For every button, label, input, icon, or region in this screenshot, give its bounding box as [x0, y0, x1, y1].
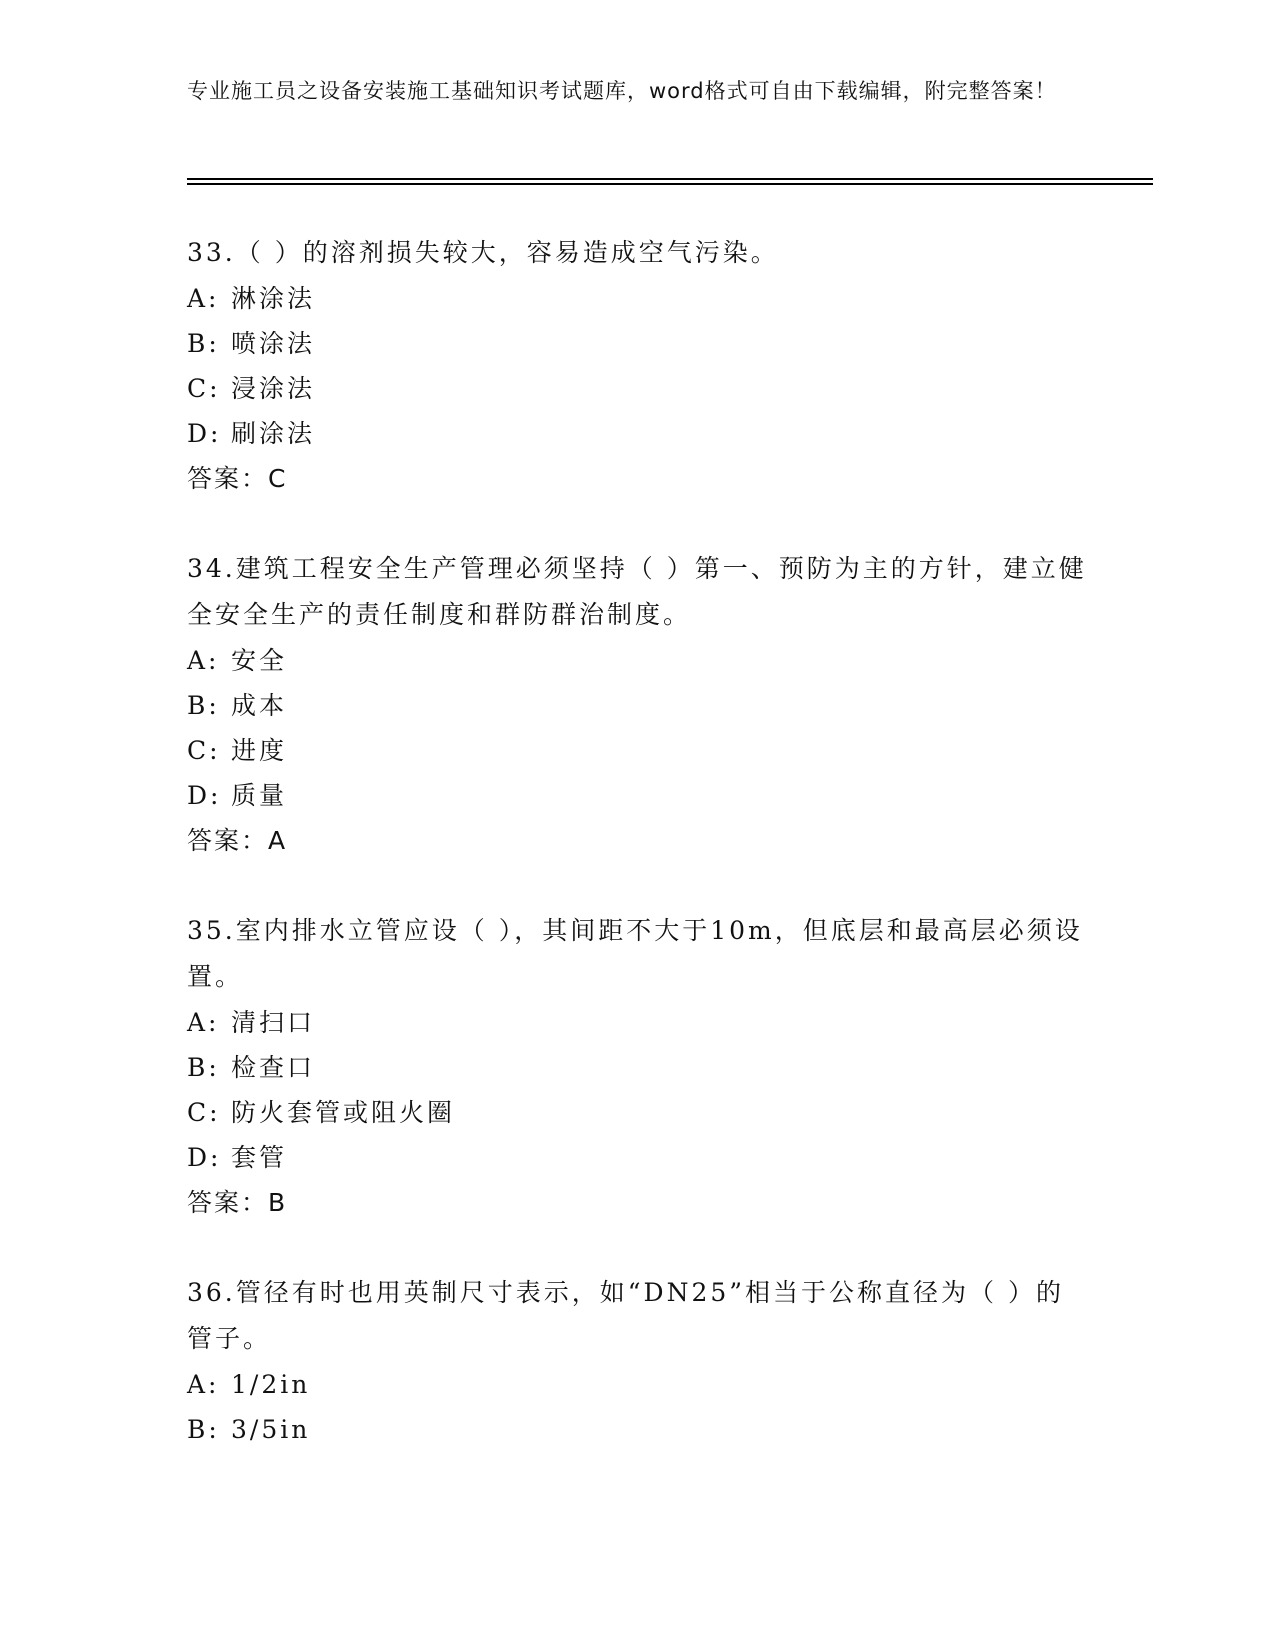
option-text: 3/5in — [231, 1415, 311, 1444]
option-letter: C: — [187, 374, 221, 403]
option-text: 1/2in — [231, 1370, 311, 1399]
question-34 — [187, 546, 1087, 864]
option-c — [187, 728, 1087, 773]
header-rule-bottom — [187, 183, 1153, 185]
option-letter: A: — [187, 1370, 220, 1399]
question-36 — [187, 1270, 1087, 1452]
question-33 — [187, 230, 1087, 502]
option-letter: C: — [187, 1098, 221, 1127]
option-a — [187, 1362, 1087, 1407]
option-b — [187, 1407, 1087, 1452]
option-letter: C: — [187, 736, 221, 765]
option-c — [187, 1090, 1087, 1135]
option-letter: D: — [187, 1143, 222, 1172]
option-text: 刷涂法 — [231, 419, 316, 448]
option-letter: B: — [187, 691, 220, 720]
option-text: 进度 — [231, 736, 288, 765]
question-stem: 36.管径有时也用英制尺寸表示，如“DN25”相当于公称直径为（ ）的管子。 — [187, 1278, 1064, 1353]
option-letter: A: — [187, 284, 220, 313]
document-header: 专业施工员之设备安装施工基础知识考试题库，word格式可自由下载编辑，附完整答案！ — [187, 79, 1057, 103]
option-text: 质量 — [231, 781, 288, 810]
answer-line: 答案：B — [187, 1188, 288, 1217]
header-rule-top — [187, 178, 1153, 180]
option-letter: D: — [187, 781, 222, 810]
question-35 — [187, 908, 1087, 1226]
option-text: 检查口 — [231, 1053, 316, 1082]
option-c — [187, 366, 1087, 411]
option-b — [187, 683, 1087, 728]
option-letter: D: — [187, 419, 222, 448]
option-text: 喷涂法 — [231, 329, 316, 358]
question-stem: 35.室内排水立管应设（ ），其间距不大于10m，但底层和最高层必须设置。 — [187, 916, 1083, 991]
option-letter: A: — [187, 1008, 220, 1037]
option-a — [187, 276, 1087, 321]
option-letter: B: — [187, 1053, 220, 1082]
option-d — [187, 1135, 1087, 1180]
option-text: 淋涂法 — [231, 284, 316, 313]
option-letter: A: — [187, 646, 220, 675]
option-d — [187, 773, 1087, 818]
answer-line: 答案：A — [187, 826, 288, 855]
option-a — [187, 638, 1087, 683]
option-text: 成本 — [231, 691, 288, 720]
question-stem: 33.（ ）的溶剂损失较大，容易造成空气污染。 — [187, 238, 779, 267]
option-b — [187, 1045, 1087, 1090]
option-letter: B: — [187, 1415, 220, 1444]
option-text: 清扫口 — [231, 1008, 316, 1037]
option-d — [187, 411, 1087, 456]
option-letter: B: — [187, 329, 220, 358]
question-list — [187, 230, 1087, 1496]
option-b — [187, 321, 1087, 366]
option-text: 防火套管或阻火圈 — [231, 1098, 456, 1127]
question-stem: 34.建筑工程安全生产管理必须坚持（ ）第一、预防为主的方针，建立健全安全生产的责任制度和群防群治制度。 — [187, 554, 1087, 629]
option-text: 浸涂法 — [231, 374, 316, 403]
option-text: 套管 — [231, 1143, 288, 1172]
answer-line: 答案：C — [187, 464, 288, 493]
option-text: 安全 — [231, 646, 288, 675]
option-a — [187, 1000, 1087, 1045]
